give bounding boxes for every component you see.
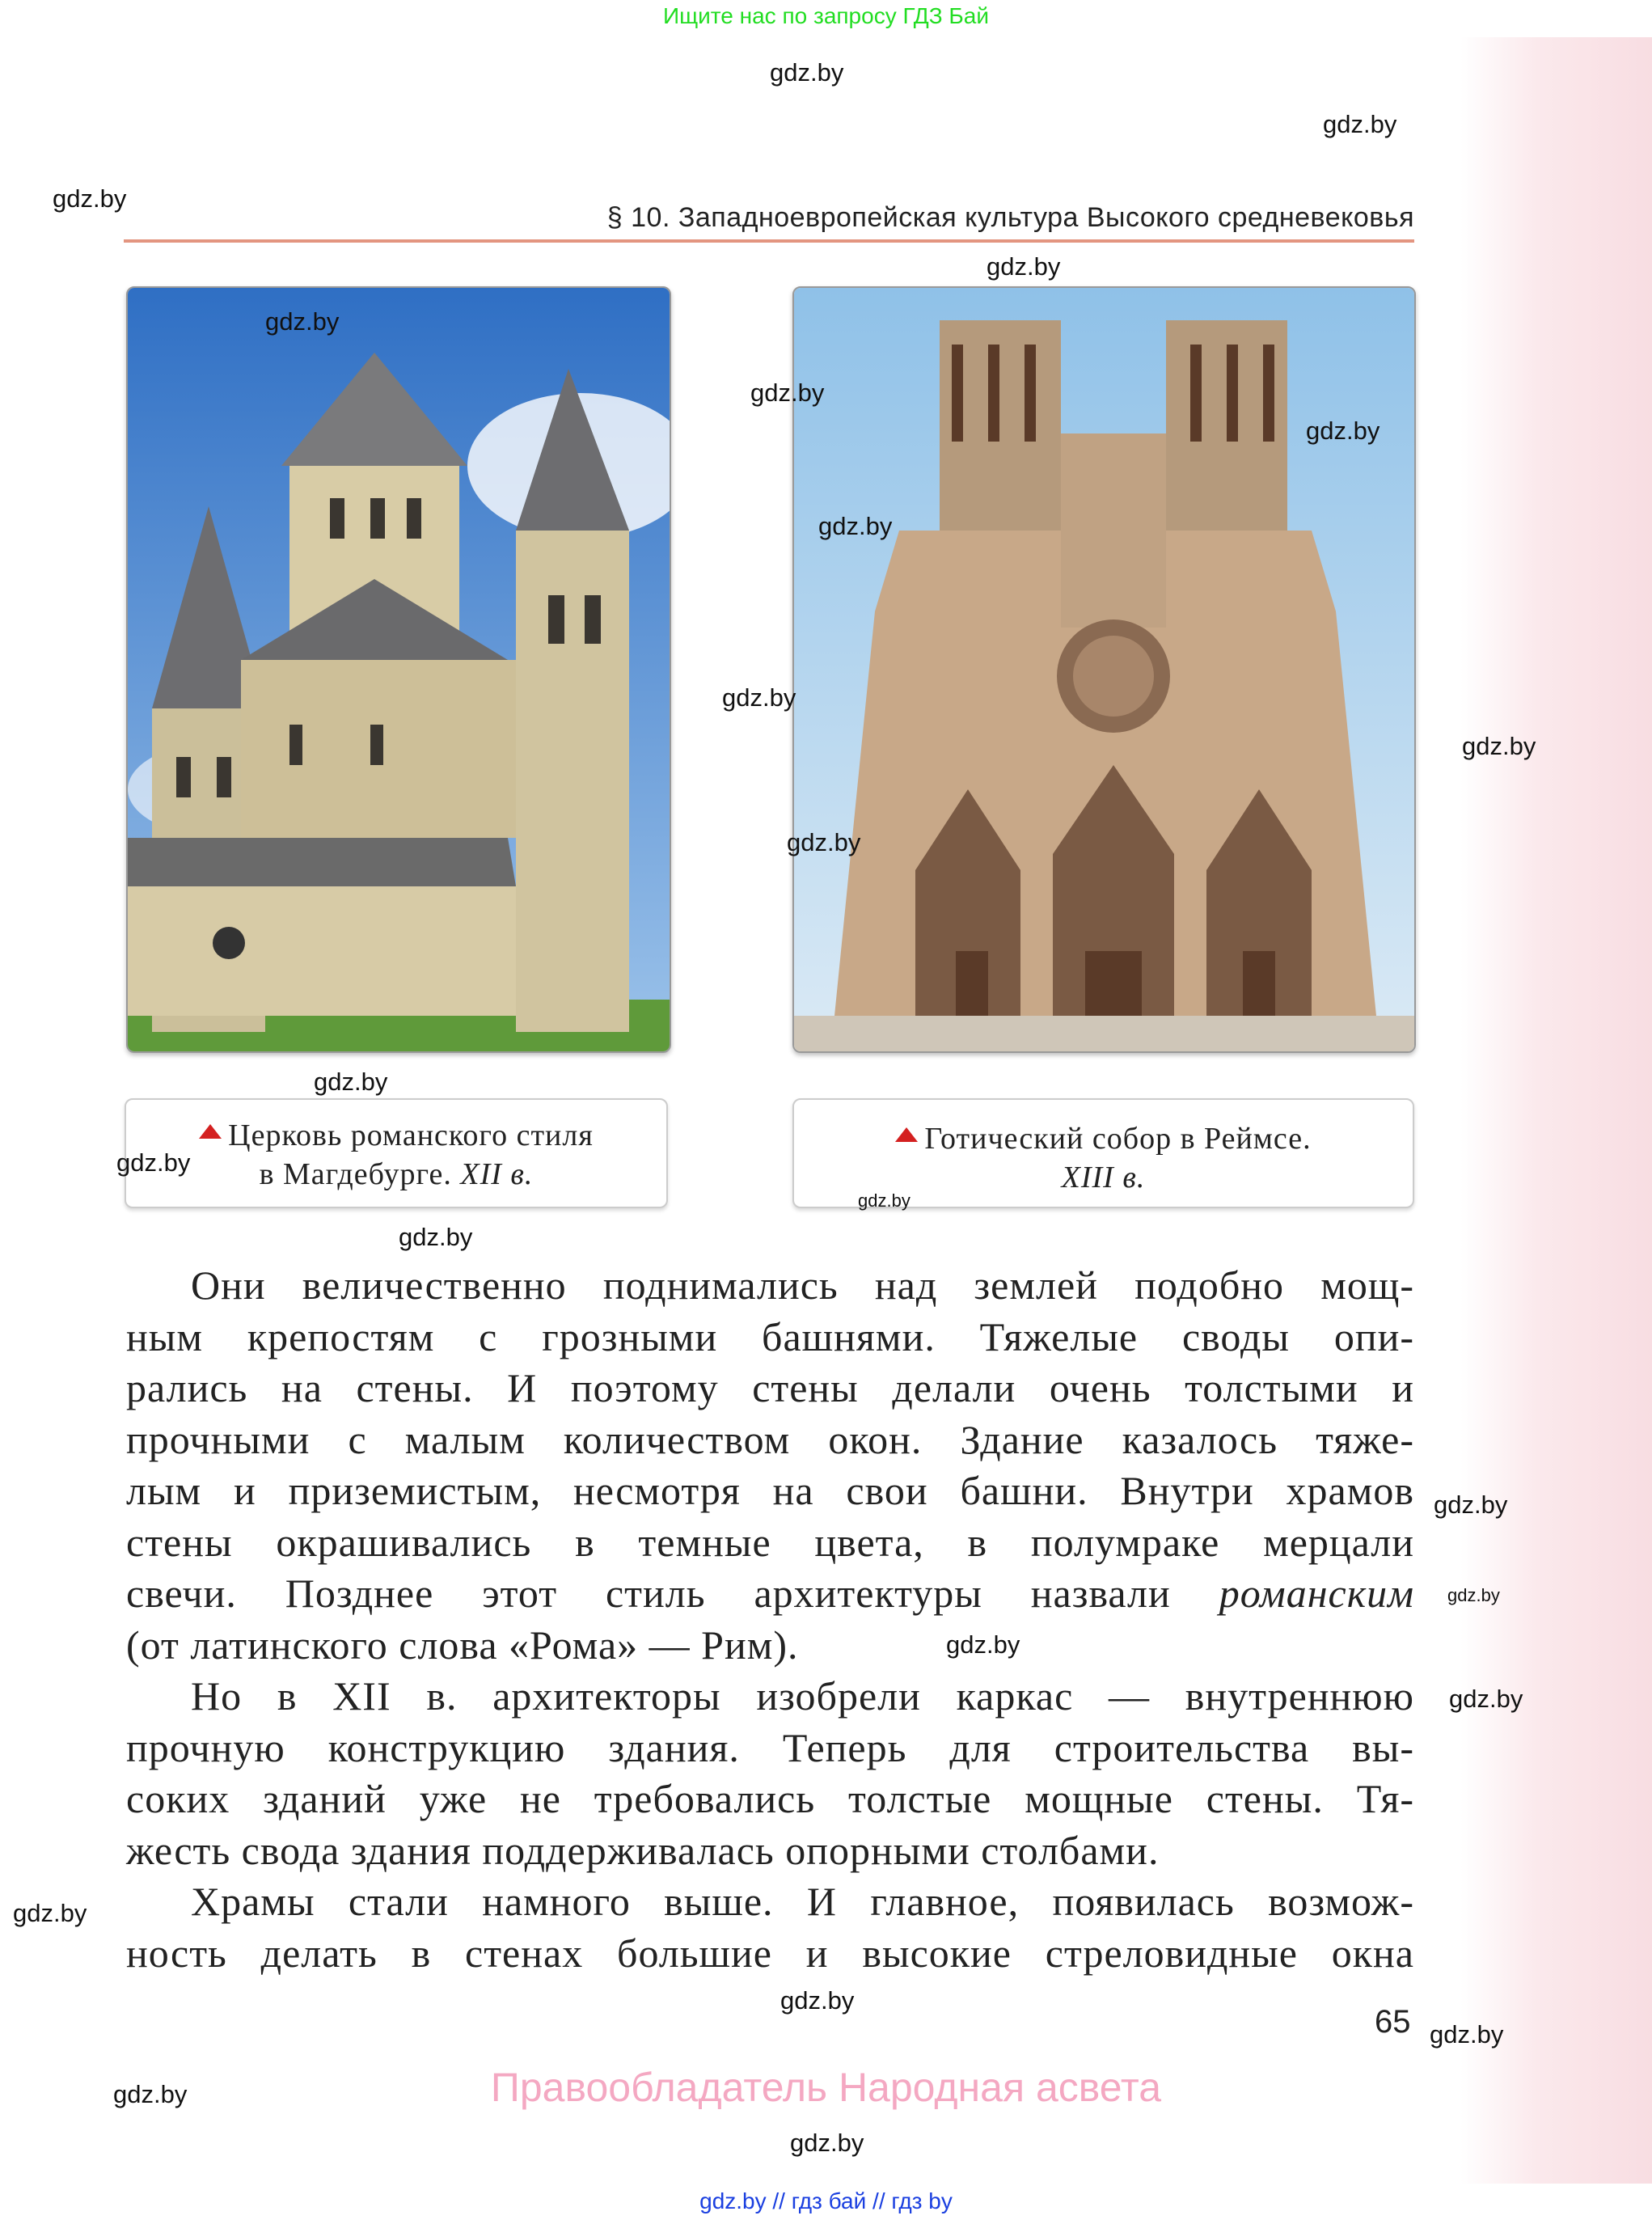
romanesque-church-photo [126, 286, 671, 1053]
text-line: лым и приземистым, несмотря на свои башни. Внутри храмов [126, 1468, 1414, 1513]
caption-text: в Магдебурге. [259, 1157, 461, 1191]
text-line: соких зданий уже не требовались толстые мощные стены. Тя- [126, 1776, 1414, 1821]
text-line: стены окрашивались в темные цвета, в полумраке мерцали [126, 1519, 1414, 1565]
caption-century: XII в. [460, 1157, 534, 1191]
watermark: gdz.by [113, 2080, 188, 2108]
text-line: ность делать в стенах большие и высокие стреловидные окна [126, 1930, 1414, 1976]
watermark: gdz.by [13, 1899, 87, 1927]
copyright-notice: Правообладатель Народная асвета [490, 2065, 1162, 2110]
watermark: gdz.by [770, 58, 844, 87]
watermark: gdz.by [265, 307, 340, 336]
text-line [126, 1568, 1414, 1620]
watermark: gdz.by [787, 828, 861, 856]
caption-text: Церковь романского стиля [228, 1118, 594, 1152]
section-header: § 10. Западноевропейская культура Высокого средневековья [606, 202, 1414, 233]
watermark: gdz.by [790, 2129, 864, 2157]
body-text [126, 1260, 1414, 1979]
italic-term: романским [1219, 1571, 1414, 1616]
text-span: свечи. Позднее этот стиль архитектуры назвали [126, 1571, 1219, 1616]
text-line: прочную конструкцию здания. Теперь для строительства вы- [126, 1724, 1414, 1770]
watermark: gdz.by [53, 184, 127, 213]
search-banner: Ищите нас по запросу ГДЗ Бай [662, 3, 990, 28]
text-line: Но в XII в. архитекторы изобрели каркас — внутреннюю [191, 1673, 1414, 1719]
watermark: gdz.by [858, 1190, 911, 1211]
watermark: gdz.by [116, 1148, 191, 1177]
text-line: ным крепостям с грозными башнями. Тяжелые своды опи- [126, 1313, 1414, 1359]
page-number: 65 [1375, 2004, 1411, 2040]
watermark: gdz.by [1449, 1685, 1523, 1713]
text-line: Они величественно поднимались над землей подобно мощ- [191, 1262, 1414, 1308]
text-line: рались на стены. И поэтому стены делали очень толстыми и [126, 1365, 1414, 1410]
caption-line [126, 1155, 666, 1194]
watermark: gdz.by [818, 512, 893, 540]
gothic-cathedral-photo [792, 286, 1416, 1053]
watermark: gdz.by [780, 1986, 855, 2015]
figure-caption-romanesque [125, 1098, 668, 1208]
watermark: gdz.by [1434, 1490, 1508, 1519]
watermark: gdz.by [1430, 2020, 1504, 2049]
red-triangle-icon [895, 1127, 918, 1142]
header-rule [124, 239, 1414, 243]
text-line: (от латинского слова «Рома» — Рим). [126, 1621, 799, 1668]
watermark: gdz.by [946, 1630, 1020, 1659]
caption-line [126, 1116, 666, 1155]
text-line: Храмы стали намного выше. И главное, появилась возмож- [191, 1879, 1414, 1924]
watermark: gdz.by [1447, 1585, 1500, 1605]
text-line: прочными с малым количеством окон. Здание казалось тяже- [126, 1416, 1414, 1462]
text-line: жесть свода здания поддерживалась опорными столбами. [126, 1827, 1160, 1873]
watermark: gdz.by [1323, 110, 1397, 138]
watermark: gdz.by [750, 378, 825, 407]
caption-text: Готический собор в Реймсе. [924, 1122, 1312, 1156]
caption-century: XIII в. [1061, 1161, 1146, 1194]
watermark: gdz.by [722, 683, 796, 712]
watermark: gdz.by [314, 1068, 388, 1096]
caption-line [794, 1119, 1413, 1158]
watermark: gdz.by [987, 252, 1061, 281]
watermark: gdz.by [399, 1223, 473, 1251]
watermark: gdz.by [1306, 416, 1380, 445]
watermark: gdz.by [1462, 732, 1536, 760]
red-triangle-icon [199, 1124, 222, 1139]
page-edge-strip [1460, 37, 1652, 2184]
footer-links[interactable]: gdz.by // гдз бай // гдз by [699, 2188, 953, 2213]
